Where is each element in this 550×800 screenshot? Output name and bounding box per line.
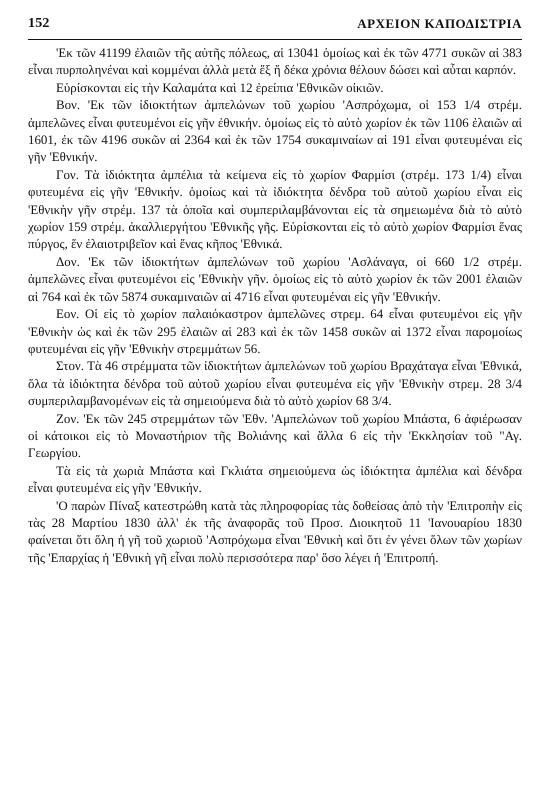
paragraph-8: Ζον. 'Εκ τῶν 245 στρεμμάτων τῶν 'Εθν. 'Αμπελώνων τοῦ χωρίου Μπάστα, 6 ἀφιέρωσαν οἱ κάτοικοι εἰς τὸ Μοναστήριον τῆς Βολιάνης καὶ ἄλλα 6 εἰς τὴν 'Εκκλησίαν τοῦ "Αγ. Γεωργίου. [28, 411, 522, 461]
paragraph-4: Γον. Τὰ ἰδιόκτητα ἀμπέλια τὰ κείμενα εἰς τὸ χωρίον Φαρμίσι (στρέμ. 173 1/4) εἶναι φυτευμένα εἰς γῆν 'Εθνικήν. ὁμοίως καὶ τὰ ἰδιόκτητα δένδρα τοῦ αὐτοῦ χωρίου εἶναι εἰς 'Εθνικὴν γῆν στρέμ. 137 τὰ ὁποῖα καὶ συμπεριλαμβάνονται εἰς τὰ σημειωμένα διὰ τὸ αὐτὸ χωρίον 159 στρέμ. ἀκαλλιεργήτου 'Εθνικῆς γῆς. Εὑρίσκονται εἰς τὸ αὐτὸ χωρίον Φαρμίσι ἕνας πύργος, ἕν ἐλαιοτριβεῖον καὶ ἕνας κῆπος 'Εθνικά. [28, 167, 522, 252]
paragraph-7: Στον. Τὰ 46 στρέμματα τῶν ἰδιοκτήτων ἀμπελώνων τοῦ χωρίου Βραχάταγα εἶναι 'Εθνικά, ὅλα τὰ ἰδιόκτητα δένδρα τοῦ αὐτοῦ χωρίου εἶναι φυτευμένα εἰς γῆν 'Εθνικὴν στρεμ. 28 3/4 συμπεριλαμβανομένων εἰς τὰ σημειούμενα διὰ τὸ αὐτὸ χωρίον 68 3/4. [28, 359, 522, 409]
paragraph-3: Βον. 'Εκ τῶν ἰδιοκτήτων ἀμπελώνων τοῦ χωρίου 'Ασπρόχωμα, οἱ 153 1/4 στρέμ. ἀμπελῶνες εἶναι φυτευμένοι εἰς γῆν ἐθνικήν. ὁμοίως εἰς τὸ αὐτὸ χωρίον ἐκ τῶν 1106 ἐλαιῶν αἱ 1601, ἐκ τῶν 4196 συκῶν αἱ 2364 καὶ ἐκ τῶν 1754 συκαμιναίων αἱ 191 εἶναι φυτευμέναι εἰς γῆν 'Εθνικήν. [28, 98, 522, 165]
running-title: ΑΡΧΕΙΟΝ ΚΑΠΟΔΙΣΤΡΙΑ [357, 16, 522, 31]
paragraph-10: 'Ο παρὼν Πίναξ κατεστρώθη κατὰ τὰς πληροφορίας τὰς δοθείσας ἀπὸ τὴν 'Επιτροπὴν εἰς τὰς 28 Μαρτίου 1830 ἀλλ' ἐκ τῆς ἀναφορᾶς τοῦ Προσ. Διοικητοῦ 11 'Ιανουαρίου 1830 φαίνεται ὅτι ὅλη ἡ γῆ τοῦ χωριοῦ 'Ασπρόχωμα εἶναι 'Εθνικὴ καὶ ὅτι ἐν γένει ὅλων τῶν χωρίων τῆς 'Επαρχίας ἡ 'Εθνικὴ γῆ εἶναι πολὺ περισσότερα παρ' ὅσο λέγει ἡ 'Επιτροπή. [28, 498, 522, 565]
page-header [28, 16, 522, 38]
page-number: 152 [28, 16, 50, 31]
paragraph-6: Εον. Οἱ εἰς τὸ χωρίον παλαιόκαστρον ἀμπελῶνες στρεμ. 64 εἶναι φυτευμένοι εἰς γῆν 'Εθνικὴν ὡς καὶ ἐκ τῶν 295 ἐλαιῶν αἱ 283 καὶ ἐκ τῶν 1458 συκῶν αἱ 1372 εἶναι παρομοίως φυτευμέναι εἰς γῆν 'Εθνικὴν στρεμμάτων 56. [28, 307, 522, 356]
paragraph-5: Δον. 'Εκ τῶν ἰδιοκτήτων ἀμπελώνων τοῦ χωρίου 'Ασλάναγα, οἱ 660 1/2 στρέμ. ἀμπελῶνες εἶναι φυτευμένοι εἰς 'Εθνικὴν γῆν. ὁμοίως εἰς τὸ αὐτὸ χωρίον ἐκ τῶν 2001 ἐλαιῶν αἱ 764 καὶ ἐκ τῶν 5874 συκαμιναιῶν αἱ 4716 εἶναι φυτευμέναι εἰς γῆν 'Εθνικήν. [28, 254, 522, 304]
header-rule [28, 39, 522, 40]
paragraph-2: Εὑρίσκονται εἰς τὴν Καλαμάτα καὶ 12 ἐρείπια 'Εθνικῶν οἰκιῶν. [56, 80, 384, 95]
paragraph-9: Τὰ εἰς τὰ χωριὰ Μπάστα καὶ Γκλιάτα σημειούμενα ὡς ἰδιόκτητα ἀμπέλια καὶ δένδρα εἶναι φυτευμένα εἰς γῆν 'Εθνικήν. [28, 463, 522, 496]
document-body [28, 45, 522, 785]
paragraph-1: 'Εκ τῶν 41199 ἐλαιῶν τῆς αὐτῆς πόλεως, αἱ 13041 ὁμοίως καὶ ἐκ τῶν 4771 συκῶν αἱ 383 εἶναι πυρποληνέναι καὶ κομμέναι ἀλλὰ μετὰ ἕξ ἤ δέκα χρόνια θέλουν δώσει καὶ αὗται καρπόν. [28, 46, 522, 78]
